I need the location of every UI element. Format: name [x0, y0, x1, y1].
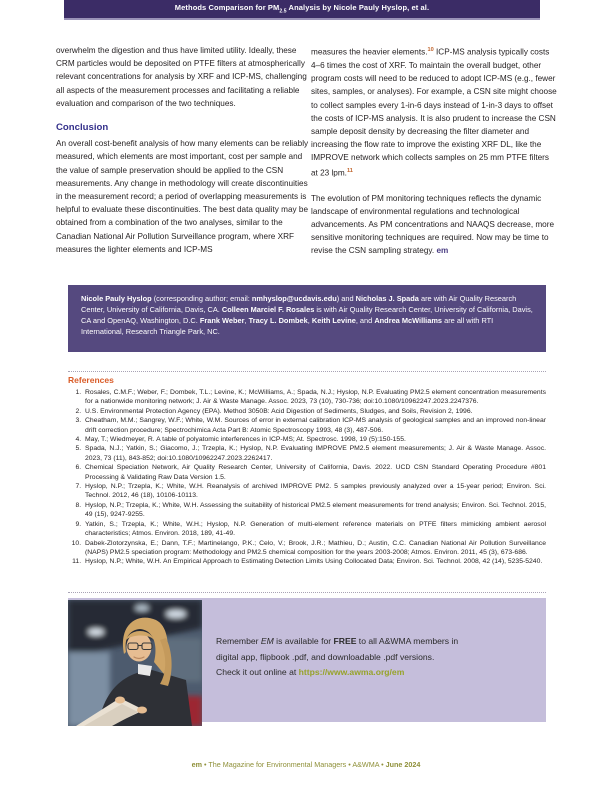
reference-item: 9. Yatkin, S.; Trzepla, K.; White, W.H.; Hyslop, N.P. Generation of multi-element reference materials on PTFE filters mimicking ambient aerosol characteristics; Atmos. Environ. 2018, 189, 41-49.: [83, 520, 546, 539]
em-magazine-title: EM: [260, 636, 274, 646]
author-info-box: Nicole Pauly Hyslop (corresponding author; email: nmhyslop@ucdavis.edu) and Nicholas J. Spada are with Air Quality Research Center, University of California, Davis, CA. Colleen Marciel F. Rosales is with Air Quality Research Center, University of California, Davis, CA and OpenAQ, Washington, D.C. Frank Weber, Tracy L. Dombek, Keith Levine, and Andrea McWilliams are all with RTI International, Research Triangle Park, NC.: [68, 285, 546, 352]
page-header-banner: [64, 0, 540, 20]
ad-photo-illustration: [68, 600, 202, 726]
author-name: Keith Levine: [311, 316, 356, 325]
ad-text: [216, 634, 536, 681]
author-email[interactable]: nmhyslop@ucdavis.edu: [251, 294, 337, 303]
ad-line-3: Check it out online at https://www.awma.org/em: [216, 667, 405, 677]
dotted-divider: [68, 592, 546, 593]
footer-issue-date: June 2024: [385, 760, 421, 769]
reference-item: 4. May, T.; Wiedmeyer, R. A table of polyatomic interferences in ICP-MS; At. Spectrosc. 1998, 19 (5):150-155.: [83, 435, 546, 444]
author-name: Andrea McWilliams: [374, 316, 443, 325]
reference-item: 2. U.S. Environmental Protection Agency (EPA). Method 3050B: Acid Digestion of Sediments, Sludges, and Soils, Revision 2, 1996.: [83, 407, 546, 416]
ad-line-2: digital app, flipbook .pdf, and downloadable .pdf versions.: [216, 651, 435, 662]
reference-item: 10. Dabek-Zlotorzynska, E.; Dann, T.F.; Martinelango, P.K.; Celo, V.; Brook, J.R.; Mathieu, D.; Austin, C.C. Canadian National Air Pollution Surveillance (NAPS) PM2.5 speciation program: Methodology and PM2.5 chemical composition for the years 2003-2008; Atmos. Environ. 2011, 45 (3), 673-686.: [83, 539, 546, 558]
dotted-divider: [68, 371, 546, 372]
paragraph-costs: measures the heavier elements.$^{10}$ ICP-MS analysis typically costs 4–6 times the cost of XRF. To maintain the overall budget, other program costs will need to be reduced to adopt ICP-MS (e.g., fewer sites, samples, or analyses). For example, a CSN site might choose to collect samples every 1-in-6 days instead of 1-in-3 days to offset the costs of ICP-MS analysis. It is also prudent to increase the CSN sample deposit density by decreasing the filter diameter and increasing the flow rate to improve the existing XRF DL, like the IMPROVE network which collects samples on 25 mm PTFE filters at 23 lpm.$^{11}$: [311, 47, 557, 178]
free-emphasis: FREE: [333, 636, 357, 646]
reference-item: 1. Rosales, C.M.F.; Weber, F.; Dombek, T.L.; Levine, K.; McWilliams, A.; Spada, N.J.; Hyslop, N.P. Evaluating PM2.5 element concentration measurements for a nationwide monitoring network; J. Air & Waste Manage. Assoc. 2023, 73 (10), 730-736; doi:10.1080/10962247.2023.2247376.: [83, 388, 546, 407]
right-column: [311, 44, 558, 258]
author-name: Colleen Marciel F. Rosales: [221, 305, 315, 314]
references-heading: References: [68, 375, 114, 385]
page-footer: em • The Magazine for Environmental Managers • A&WMA • June 2024: [191, 760, 421, 769]
references-list: [68, 388, 546, 567]
ad-line-1: Remember EM is available for FREE to all A&WMA members in: [216, 636, 459, 646]
author-name: Frank Weber: [199, 316, 245, 325]
header-title-subscript: 2.5: [279, 8, 287, 15]
author-name: Nicole Pauly Hyslop: [81, 294, 152, 303]
paragraph-conclusion: An overall cost-benefit analysis of how many elements can be reliably measured, which elements are most important, cost per sample and the value of sample preservation should be applied to the CSN measurements. Any change in methodology will create discontinuities in the measurement record; a period of overlapping measurements is helpful to evaluate these discontinuities. The best data quality may be obtained from a combination of the two analyses, similar to the Canadian National Air Pollution Surveillance program, where XRF measures the lighter elements and ICP-MS: [56, 139, 309, 254]
header-title: Methods Comparison for $PM_{2.5}$ Analysis by Nicole Pauly Hyslop, et al.: [174, 3, 430, 15]
footer-em-mark: em: [191, 760, 203, 769]
paragraph-evolution: The evolution of PM monitoring techniques reflects the dynamic landscape of environmental regulations and technological advancements. As PM concentrations and NAAQS decrease, more sensitive monitoring techniques are required. Now may be time to revise the CSN sampling strategy. em: [311, 193, 555, 256]
reference-item: 8. Hyslop, N.P.; Trzepla, K.; White, W.H. Assessing the suitability of historical PM2.5 element measurements for trend analysis; Environ. Sci. Technol. 2015, 49 (15), 9247-9255.: [83, 501, 546, 520]
reference-superscript-11: 11: [346, 167, 353, 174]
reference-item: 6. Chemical Speciation Network, Air Quality Research Center, University of California, Davis. 2022. UCD CSN Standard Operating Procedure #801 Processing & Validating Raw Data Version 1.5.: [83, 463, 546, 482]
author-name: Nicholas J. Spada: [355, 294, 419, 303]
reference-item: 11. Hyslop, N.P.; White, W.H. An Empirical Approach to Estimating Detection Limits Using Collocated Data; Environ. Sci. Technol. 2008, 42 (14), 5235-5240.: [83, 557, 546, 566]
conclusion-heading: Conclusion: [56, 122, 109, 134]
awma-em-link[interactable]: https://www.awma.org/em: [298, 667, 405, 677]
reference-superscript-10: 10: [427, 47, 434, 53]
reference-item: 7. Hyslop, N.P.; Trzepla, K.; White, W.H. Reanalysis of archived IMPROVE PM2. 5 samples previously analyzed over a 15-year period; Environ. Sci. Technol. 2012, 46 (18), 10106-10113.: [83, 482, 546, 501]
reference-item: 3. Cheatham, M.M.; Sangrey, W.F.; White, W.M. Sources of error in external calibration ICP-MS analysis of geological samples and an improved non-linear drift correction procedure; Spectrochimica Acta Part B: Atomic Spectroscopy 1993, 48 (3), 487-506.: [83, 416, 546, 435]
em-magazine-ad-banner: [68, 598, 546, 722]
ad-photo-woman-reading: [68, 600, 202, 726]
paragraph-digestion: overwhelm the digestion and thus have limited utility. Ideally, these CRM particles would be deposited on PTFE filters at atmospherically relevant concentrations for analysis by XRF and ICP-MS, challenging all aspects of the measurement processes and facilitating a reliable evaluation and comparison of the two techniques.: [56, 46, 307, 108]
author-name: Tracy L. Dombek: [248, 316, 308, 325]
em-end-mark: em: [436, 246, 449, 256]
left-column: [56, 44, 312, 256]
reference-item: 5. Spada, N.J.; Yatkin, S.; Giacomo, J.; Trzepla, K.; Hyslop, N.P. Evaluating IMPROVE PM2.5 element measurements; J. Air & Waste Manage. Assoc. 2023, 73 (11), 843-852; doi:10.1080/10962247.2023.2262417.: [83, 444, 546, 463]
